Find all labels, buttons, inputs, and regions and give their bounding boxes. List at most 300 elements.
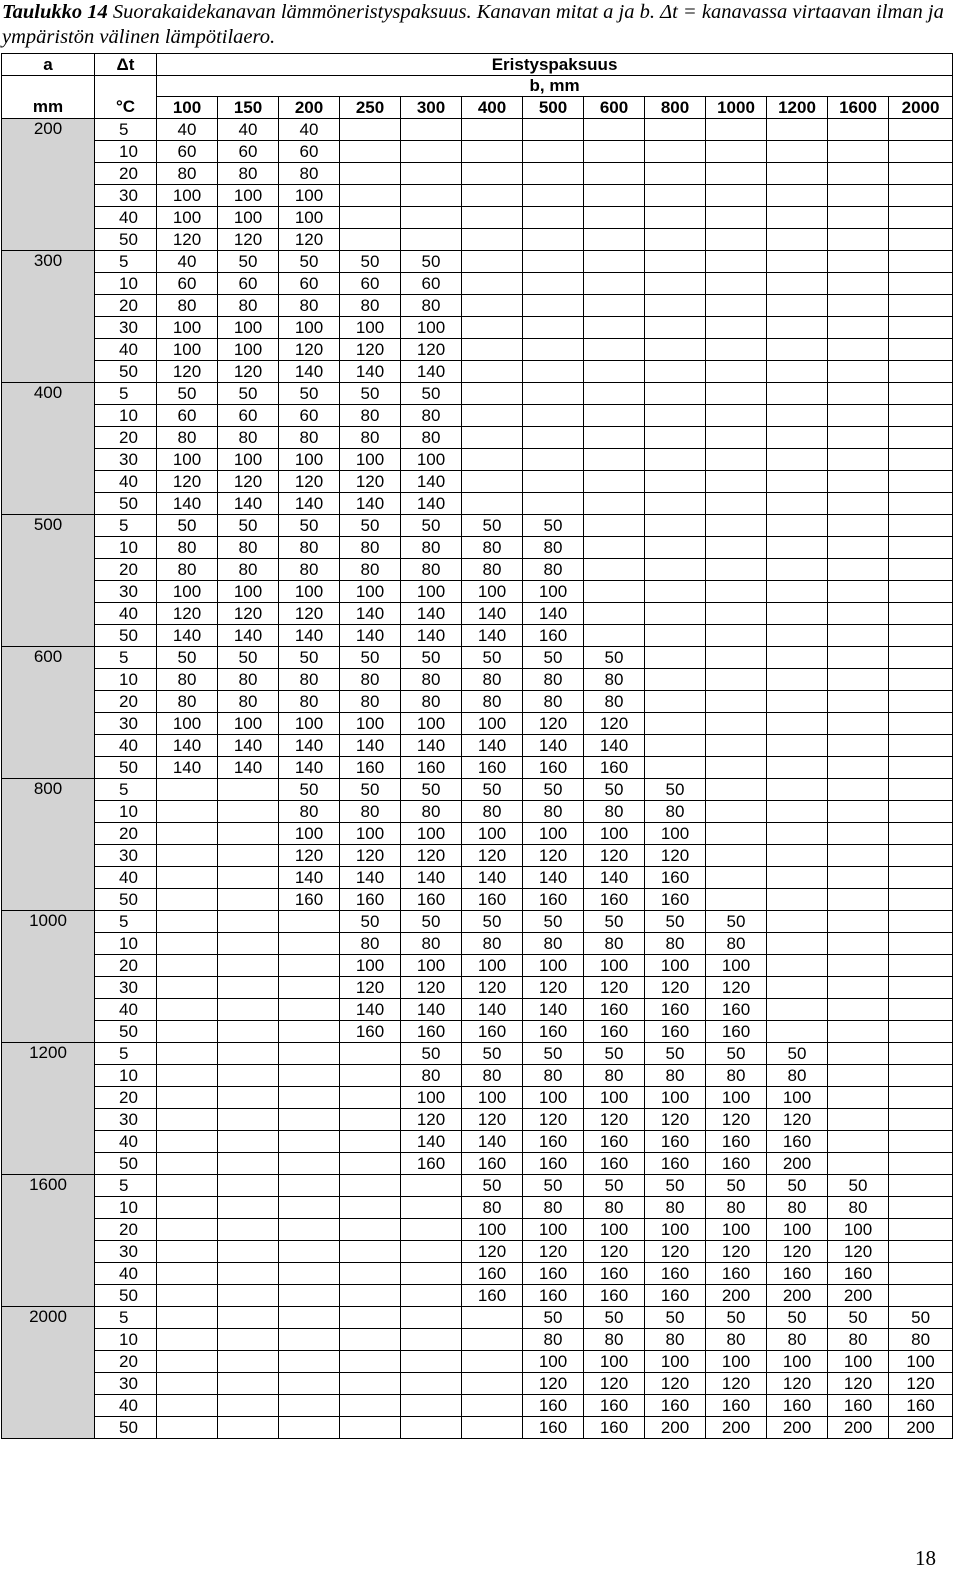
- delta-t-cell: 20: [95, 427, 157, 449]
- thickness-cell: [584, 295, 645, 317]
- delta-t-cell: 30: [95, 581, 157, 603]
- thickness-cell: 50: [523, 779, 584, 801]
- thickness-cell: 140: [401, 735, 462, 757]
- thickness-cell: 120: [279, 339, 340, 361]
- thickness-cell: [218, 1395, 279, 1417]
- thickness-cell: 100: [767, 1219, 828, 1241]
- thickness-cell: [462, 1395, 523, 1417]
- thickness-cell: [767, 691, 828, 713]
- thickness-cell: 50: [584, 779, 645, 801]
- thickness-cell: 120: [889, 1373, 953, 1395]
- thickness-cell: 50: [401, 647, 462, 669]
- thickness-cell: 160: [462, 1263, 523, 1285]
- thickness-cell: [706, 295, 767, 317]
- thickness-cell: 80: [401, 801, 462, 823]
- thickness-cell: 100: [218, 339, 279, 361]
- thickness-cell: 100: [767, 1351, 828, 1373]
- delta-t-cell: 20: [95, 1219, 157, 1241]
- thickness-cell: [218, 1285, 279, 1307]
- thickness-cell: 100: [828, 1351, 889, 1373]
- delta-t-cell: 20: [95, 1087, 157, 1109]
- thickness-cell: 80: [523, 669, 584, 691]
- delta-t-cell: 5: [95, 1043, 157, 1065]
- thickness-cell: [279, 955, 340, 977]
- thickness-cell: 50: [279, 383, 340, 405]
- thickness-cell: [767, 229, 828, 251]
- thickness-cell: 80: [157, 669, 218, 691]
- delta-t-cell: 30: [95, 845, 157, 867]
- thickness-cell: [767, 449, 828, 471]
- thickness-cell: [157, 1219, 218, 1241]
- thickness-cell: [157, 1131, 218, 1153]
- thickness-cell: 50: [706, 1043, 767, 1065]
- thickness-cell: [767, 801, 828, 823]
- thickness-cell: [157, 889, 218, 911]
- thickness-cell: 120: [523, 713, 584, 735]
- caption-text: Suorakaidekanavan lämmöneristyspaksuus. Kanavan mitat a ja b. Δt = kanavassa virtaavan ilman ja ympäristön välinen lämpötilaero.: [2, 1, 944, 48]
- thickness-cell: [157, 1197, 218, 1219]
- thickness-cell: [706, 625, 767, 647]
- thickness-cell: 120: [828, 1373, 889, 1395]
- thickness-cell: [462, 339, 523, 361]
- thickness-cell: [828, 493, 889, 515]
- thickness-cell: 80: [340, 427, 401, 449]
- thickness-cell: 120: [584, 845, 645, 867]
- thickness-cell: 50: [401, 911, 462, 933]
- thickness-cell: 200: [767, 1285, 828, 1307]
- delta-t-cell: 30: [95, 1373, 157, 1395]
- thickness-cell: [340, 1329, 401, 1351]
- thickness-cell: [279, 1307, 340, 1329]
- thickness-cell: 120: [218, 471, 279, 493]
- thickness-cell: 80: [279, 163, 340, 185]
- thickness-cell: [279, 1263, 340, 1285]
- thickness-cell: [462, 449, 523, 471]
- thickness-cell: [340, 1351, 401, 1373]
- thickness-cell: 100: [401, 449, 462, 471]
- delta-t-cell: 30: [95, 317, 157, 339]
- thickness-cell: [401, 119, 462, 141]
- thickness-cell: [645, 185, 706, 207]
- table-row: [2, 493, 953, 515]
- thickness-cell: [462, 1329, 523, 1351]
- thickness-cell: 50: [279, 647, 340, 669]
- thickness-cell: 160: [340, 757, 401, 779]
- thickness-cell: 160: [523, 1285, 584, 1307]
- thickness-cell: [889, 999, 953, 1021]
- thickness-cell: 140: [340, 361, 401, 383]
- thickness-cell: [584, 603, 645, 625]
- table-row: [2, 1087, 953, 1109]
- thickness-cell: [279, 1241, 340, 1263]
- header-unit-dt: °C: [95, 97, 157, 119]
- thickness-cell: [340, 1175, 401, 1197]
- thickness-cell: 80: [523, 1065, 584, 1087]
- table-row: [2, 713, 953, 735]
- thickness-cell: [889, 1043, 953, 1065]
- thickness-cell: [279, 999, 340, 1021]
- thickness-cell: 140: [462, 1131, 523, 1153]
- thickness-cell: [889, 119, 953, 141]
- thickness-cell: 80: [767, 1065, 828, 1087]
- thickness-cell: [828, 471, 889, 493]
- thickness-cell: 120: [706, 1109, 767, 1131]
- table-row: [2, 977, 953, 999]
- thickness-cell: 50: [523, 647, 584, 669]
- thickness-cell: [462, 251, 523, 273]
- thickness-cell: 80: [645, 1329, 706, 1351]
- thickness-cell: [767, 185, 828, 207]
- thickness-cell: 80: [462, 669, 523, 691]
- thickness-cell: 60: [279, 405, 340, 427]
- thickness-cell: 160: [523, 1395, 584, 1417]
- thickness-cell: [584, 581, 645, 603]
- thickness-cell: 120: [645, 1109, 706, 1131]
- thickness-cell: [401, 229, 462, 251]
- thickness-cell: 100: [645, 1087, 706, 1109]
- thickness-cell: [767, 317, 828, 339]
- delta-t-cell: 40: [95, 603, 157, 625]
- thickness-cell: 80: [462, 559, 523, 581]
- thickness-cell: [645, 471, 706, 493]
- thickness-cell: [706, 493, 767, 515]
- thickness-cell: [523, 229, 584, 251]
- thickness-cell: [218, 1241, 279, 1263]
- thickness-cell: [218, 1153, 279, 1175]
- thickness-cell: [767, 163, 828, 185]
- thickness-cell: 50: [157, 383, 218, 405]
- table-row: [2, 471, 953, 493]
- thickness-cell: [706, 581, 767, 603]
- thickness-cell: [584, 207, 645, 229]
- thickness-cell: 80: [401, 295, 462, 317]
- thickness-cell: [157, 977, 218, 999]
- thickness-cell: 50: [523, 1043, 584, 1065]
- thickness-cell: [340, 1263, 401, 1285]
- thickness-cell: [401, 1329, 462, 1351]
- thickness-cell: [828, 185, 889, 207]
- thickness-cell: 140: [157, 493, 218, 515]
- thickness-cell: [279, 1175, 340, 1197]
- thickness-cell: 140: [279, 735, 340, 757]
- thickness-cell: 100: [401, 955, 462, 977]
- thickness-cell: 80: [523, 933, 584, 955]
- thickness-cell: [157, 1065, 218, 1087]
- thickness-cell: 120: [401, 1109, 462, 1131]
- delta-t-cell: 10: [95, 141, 157, 163]
- thickness-cell: 80: [401, 933, 462, 955]
- thickness-cell: 100: [157, 339, 218, 361]
- thickness-cell: [279, 1373, 340, 1395]
- thickness-cell: 120: [828, 1241, 889, 1263]
- table-row: [2, 1285, 953, 1307]
- thickness-cell: 100: [706, 1351, 767, 1373]
- thickness-cell: 100: [645, 955, 706, 977]
- thickness-cell: [889, 185, 953, 207]
- thickness-cell: [645, 427, 706, 449]
- thickness-cell: [340, 1241, 401, 1263]
- thickness-cell: [340, 1065, 401, 1087]
- thickness-cell: 160: [767, 1263, 828, 1285]
- thickness-cell: [889, 163, 953, 185]
- thickness-cell: 100: [462, 823, 523, 845]
- thickness-cell: 80: [218, 427, 279, 449]
- delta-t-cell: 40: [95, 207, 157, 229]
- delta-t-cell: 20: [95, 823, 157, 845]
- thickness-cell: [889, 1219, 953, 1241]
- thickness-cell: 120: [462, 1109, 523, 1131]
- thickness-cell: [706, 537, 767, 559]
- thickness-cell: [340, 1395, 401, 1417]
- delta-t-cell: 5: [95, 515, 157, 537]
- thickness-cell: 120: [706, 1241, 767, 1263]
- thickness-cell: [645, 493, 706, 515]
- thickness-cell: [889, 1109, 953, 1131]
- thickness-cell: [645, 383, 706, 405]
- thickness-cell: 100: [523, 955, 584, 977]
- thickness-cell: [767, 845, 828, 867]
- thickness-cell: [767, 867, 828, 889]
- thickness-cell: 200: [828, 1417, 889, 1439]
- delta-t-cell: 30: [95, 977, 157, 999]
- thickness-cell: [706, 339, 767, 361]
- thickness-cell: [767, 141, 828, 163]
- thickness-cell: [218, 977, 279, 999]
- column-header: 1000: [706, 97, 767, 119]
- table-row: [2, 647, 953, 669]
- thickness-cell: [889, 537, 953, 559]
- thickness-cell: [157, 1263, 218, 1285]
- column-header: 800: [645, 97, 706, 119]
- dimension-a-cell: 200: [2, 119, 95, 251]
- thickness-cell: [767, 207, 828, 229]
- table-row: [2, 207, 953, 229]
- thickness-cell: [828, 515, 889, 537]
- thickness-cell: [218, 1131, 279, 1153]
- delta-t-cell: 40: [95, 471, 157, 493]
- thickness-cell: 100: [218, 449, 279, 471]
- thickness-cell: 100: [584, 823, 645, 845]
- delta-t-cell: 10: [95, 1197, 157, 1219]
- thickness-cell: 160: [645, 1285, 706, 1307]
- thickness-cell: 100: [340, 713, 401, 735]
- thickness-cell: [157, 1153, 218, 1175]
- delta-t-cell: 30: [95, 713, 157, 735]
- thickness-cell: [889, 691, 953, 713]
- table-row: [2, 361, 953, 383]
- thickness-cell: 60: [218, 405, 279, 427]
- thickness-cell: 50: [401, 1043, 462, 1065]
- thickness-cell: [157, 1285, 218, 1307]
- delta-t-cell: 10: [95, 273, 157, 295]
- thickness-cell: [889, 1153, 953, 1175]
- thickness-cell: [889, 757, 953, 779]
- delta-t-cell: 5: [95, 779, 157, 801]
- thickness-cell: 50: [767, 1175, 828, 1197]
- thickness-cell: 100: [279, 449, 340, 471]
- table-row: [2, 889, 953, 911]
- column-header: 100: [157, 97, 218, 119]
- thickness-cell: [889, 735, 953, 757]
- thickness-cell: [828, 999, 889, 1021]
- thickness-cell: 160: [584, 1263, 645, 1285]
- thickness-cell: 100: [340, 955, 401, 977]
- thickness-cell: 140: [157, 757, 218, 779]
- thickness-cell: 40: [218, 119, 279, 141]
- thickness-cell: 120: [157, 603, 218, 625]
- thickness-cell: [889, 295, 953, 317]
- thickness-cell: [706, 163, 767, 185]
- thickness-cell: [279, 1197, 340, 1219]
- table-row: [2, 1307, 953, 1329]
- thickness-cell: [889, 603, 953, 625]
- thickness-cell: [645, 603, 706, 625]
- thickness-cell: [584, 163, 645, 185]
- thickness-cell: 50: [218, 251, 279, 273]
- thickness-cell: 160: [706, 1395, 767, 1417]
- delta-t-cell: 30: [95, 185, 157, 207]
- thickness-cell: [645, 119, 706, 141]
- thickness-cell: 160: [584, 1153, 645, 1175]
- table-row: [2, 625, 953, 647]
- thickness-cell: [706, 867, 767, 889]
- thickness-cell: [584, 405, 645, 427]
- thickness-cell: 100: [462, 581, 523, 603]
- thickness-cell: [645, 625, 706, 647]
- thickness-cell: 120: [706, 1373, 767, 1395]
- delta-t-cell: 10: [95, 669, 157, 691]
- thickness-cell: [828, 977, 889, 999]
- thickness-cell: [828, 141, 889, 163]
- thickness-cell: 140: [401, 999, 462, 1021]
- thickness-cell: [889, 1131, 953, 1153]
- thickness-cell: 80: [645, 1197, 706, 1219]
- thickness-cell: [828, 845, 889, 867]
- thickness-cell: 120: [279, 603, 340, 625]
- thickness-cell: [767, 361, 828, 383]
- thickness-cell: [706, 691, 767, 713]
- table-row: [2, 581, 953, 603]
- thickness-cell: [889, 427, 953, 449]
- thickness-cell: [889, 339, 953, 361]
- delta-t-cell: 20: [95, 955, 157, 977]
- thickness-cell: [828, 669, 889, 691]
- thickness-cell: 50: [340, 647, 401, 669]
- thickness-cell: [279, 1109, 340, 1131]
- table-row: [2, 185, 953, 207]
- thickness-cell: 100: [462, 1087, 523, 1109]
- thickness-cell: [340, 1307, 401, 1329]
- thickness-cell: [340, 141, 401, 163]
- delta-t-cell: 5: [95, 911, 157, 933]
- thickness-cell: 100: [157, 581, 218, 603]
- delta-t-cell: 10: [95, 405, 157, 427]
- thickness-cell: [584, 119, 645, 141]
- thickness-cell: [218, 933, 279, 955]
- thickness-cell: 120: [584, 1373, 645, 1395]
- thickness-cell: 160: [584, 1285, 645, 1307]
- thickness-cell: [889, 1241, 953, 1263]
- thickness-cell: [828, 1153, 889, 1175]
- dimension-a-cell: 400: [2, 383, 95, 515]
- thickness-cell: 80: [279, 691, 340, 713]
- thickness-cell: [828, 801, 889, 823]
- thickness-cell: 100: [340, 581, 401, 603]
- thickness-cell: [218, 1065, 279, 1087]
- thickness-cell: [828, 207, 889, 229]
- thickness-cell: [706, 317, 767, 339]
- thickness-cell: [279, 933, 340, 955]
- delta-t-cell: 10: [95, 933, 157, 955]
- thickness-cell: [523, 405, 584, 427]
- delta-t-cell: 40: [95, 1395, 157, 1417]
- thickness-cell: [462, 317, 523, 339]
- thickness-cell: [645, 273, 706, 295]
- thickness-cell: 80: [218, 295, 279, 317]
- thickness-cell: [401, 1263, 462, 1285]
- thickness-cell: [218, 845, 279, 867]
- thickness-cell: [706, 427, 767, 449]
- thickness-cell: 140: [401, 625, 462, 647]
- thickness-cell: [401, 1175, 462, 1197]
- thickness-cell: [889, 801, 953, 823]
- thickness-cell: 120: [401, 977, 462, 999]
- thickness-cell: [706, 669, 767, 691]
- thickness-cell: [584, 471, 645, 493]
- thickness-cell: [157, 867, 218, 889]
- thickness-cell: 160: [523, 889, 584, 911]
- thickness-cell: [828, 251, 889, 273]
- thickness-cell: [889, 647, 953, 669]
- thickness-cell: 100: [584, 955, 645, 977]
- thickness-cell: 50: [401, 251, 462, 273]
- thickness-cell: [828, 273, 889, 295]
- thickness-cell: [584, 537, 645, 559]
- thickness-cell: [645, 449, 706, 471]
- thickness-cell: [889, 361, 953, 383]
- thickness-cell: 120: [645, 845, 706, 867]
- thickness-cell: [645, 295, 706, 317]
- thickness-cell: [828, 1065, 889, 1087]
- thickness-cell: [889, 141, 953, 163]
- thickness-cell: 80: [706, 1329, 767, 1351]
- thickness-cell: [157, 1417, 218, 1439]
- thickness-cell: [218, 1197, 279, 1219]
- thickness-cell: [584, 251, 645, 273]
- thickness-cell: 160: [645, 1263, 706, 1285]
- thickness-cell: 80: [523, 691, 584, 713]
- thickness-cell: 80: [584, 933, 645, 955]
- thickness-cell: 80: [828, 1197, 889, 1219]
- thickness-cell: 120: [218, 361, 279, 383]
- delta-t-cell: 20: [95, 559, 157, 581]
- thickness-cell: [889, 823, 953, 845]
- thickness-cell: 50: [645, 1175, 706, 1197]
- thickness-cell: [279, 1417, 340, 1439]
- thickness-cell: 140: [401, 471, 462, 493]
- thickness-cell: [401, 141, 462, 163]
- thickness-cell: 100: [279, 713, 340, 735]
- thickness-cell: 100: [340, 823, 401, 845]
- thickness-cell: [828, 1131, 889, 1153]
- delta-t-cell: 20: [95, 1351, 157, 1373]
- thickness-cell: [157, 1307, 218, 1329]
- thickness-cell: 140: [523, 867, 584, 889]
- thickness-cell: [218, 1043, 279, 1065]
- thickness-cell: [340, 207, 401, 229]
- thickness-cell: 100: [584, 1087, 645, 1109]
- thickness-cell: [828, 735, 889, 757]
